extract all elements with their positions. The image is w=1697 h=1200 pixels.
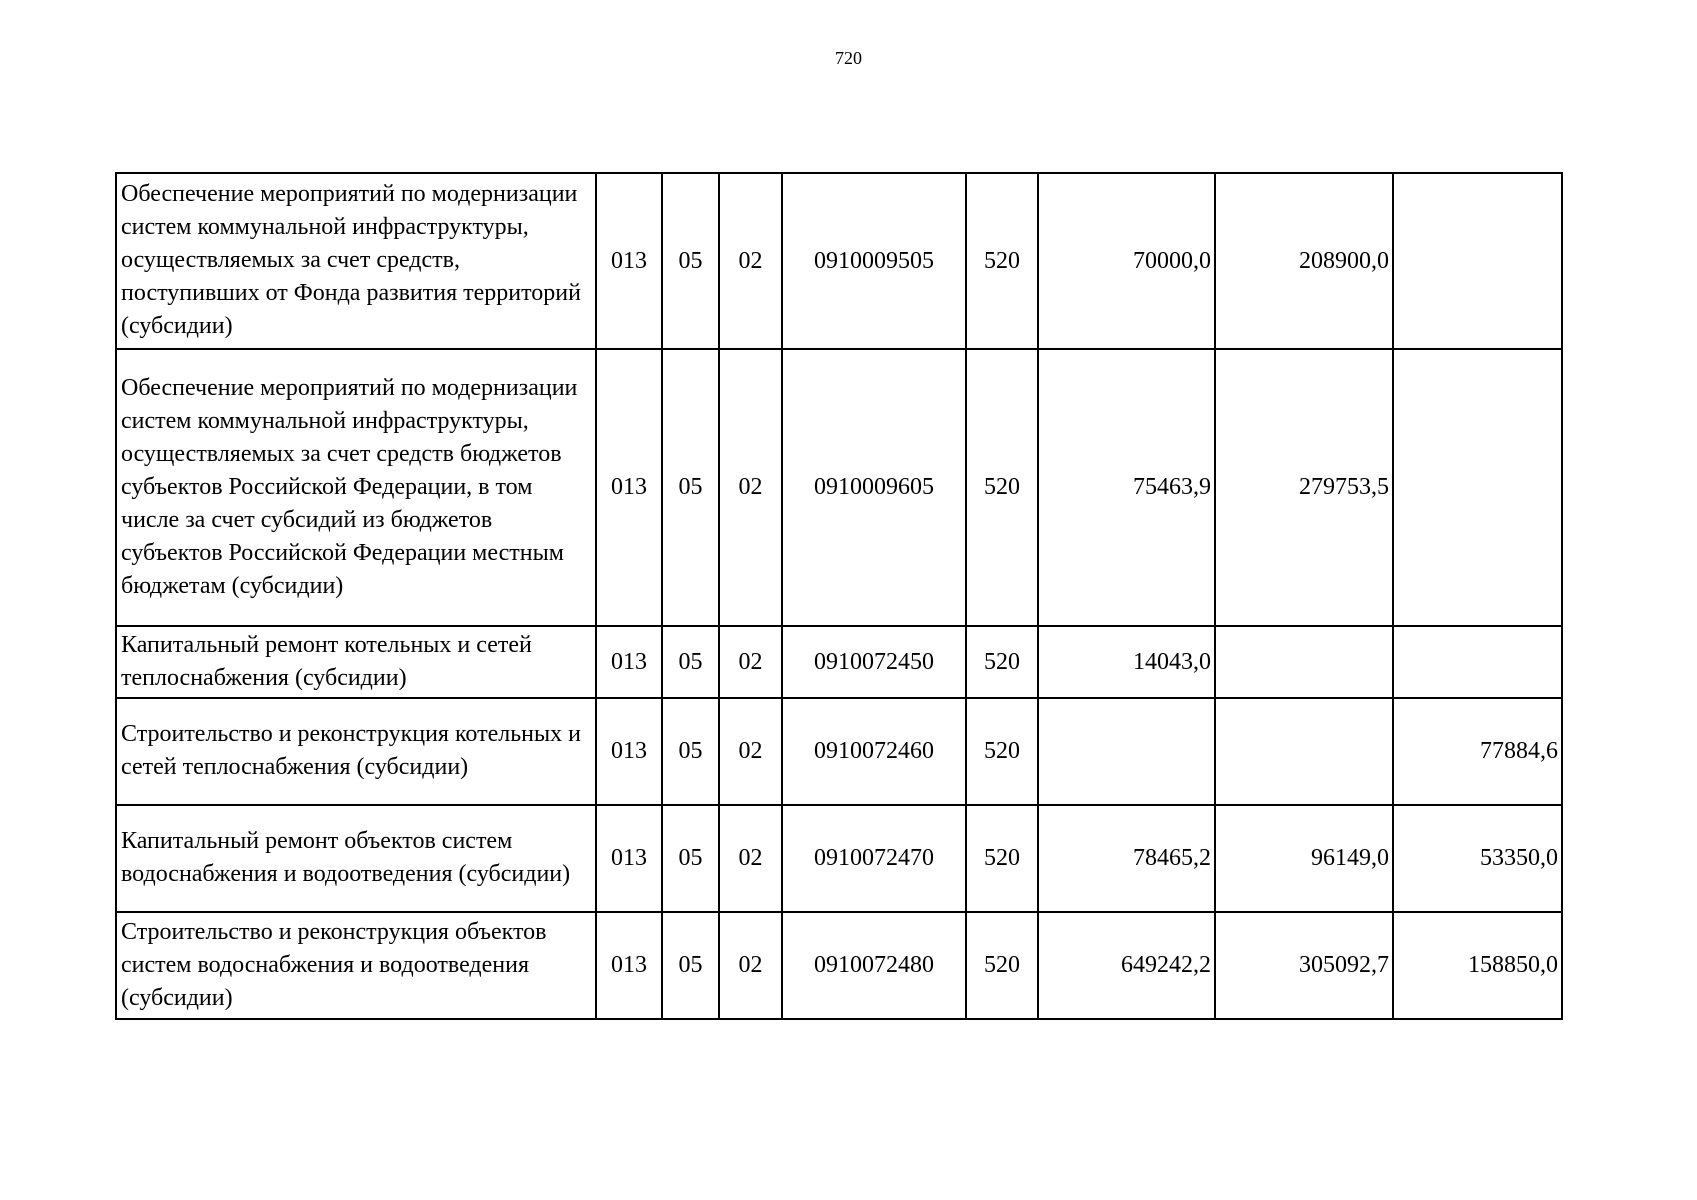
description-cell: Строительство и реконструкция объектов систем водоснабжения и водоотведения (субсидии) bbox=[116, 912, 596, 1019]
budget-table bbox=[115, 172, 1563, 1020]
subsection-code-cell: 02 bbox=[719, 626, 782, 698]
description-cell: Обеспечение мероприятий по модернизации систем коммунальной инфраструктуры, осуществляемых за счет средств, поступивших от Фонда развития территорий (субсидии) bbox=[116, 173, 596, 349]
page-number: 720 bbox=[835, 48, 862, 68]
section-code-cell: 05 bbox=[662, 626, 719, 698]
ministry-code-cell: 013 bbox=[596, 626, 662, 698]
description-cell: Капитальный ремонт объектов систем водоснабжения и водоотведения (субсидии) bbox=[116, 805, 596, 912]
target-article-cell: 0910072450 bbox=[782, 626, 966, 698]
description-cell: Обеспечение мероприятий по модернизации систем коммунальной инфраструктуры, осуществляемых за счет средств бюджетов субъектов Российской Федерации, в том числе за счет субсидий из бюджетов субъектов Российской Федерации местным бюджетам (субсидии) bbox=[116, 349, 596, 626]
amount-3-cell: 158850,0 bbox=[1393, 912, 1562, 1019]
amount-1-cell: 649242,2 bbox=[1038, 912, 1215, 1019]
amount-3-cell bbox=[1393, 626, 1562, 698]
section-code-cell: 05 bbox=[662, 349, 719, 626]
target-article-cell: 0910072470 bbox=[782, 805, 966, 912]
table-row bbox=[116, 805, 1562, 912]
ministry-code-cell: 013 bbox=[596, 912, 662, 1019]
amount-2-cell: 279753,5 bbox=[1215, 349, 1393, 626]
subsection-code-cell: 02 bbox=[719, 349, 782, 626]
table-row bbox=[116, 626, 1562, 698]
table-row bbox=[116, 698, 1562, 805]
description-cell: Капитальный ремонт котельных и сетей теплоснабжения (субсидии) bbox=[116, 626, 596, 698]
expense-type-cell: 520 bbox=[966, 805, 1038, 912]
expense-type-cell: 520 bbox=[966, 698, 1038, 805]
amount-1-cell: 78465,2 bbox=[1038, 805, 1215, 912]
amount-1-cell: 70000,0 bbox=[1038, 173, 1215, 349]
ministry-code-cell: 013 bbox=[596, 173, 662, 349]
amount-2-cell bbox=[1215, 626, 1393, 698]
ministry-code-cell: 013 bbox=[596, 805, 662, 912]
expense-type-cell: 520 bbox=[966, 349, 1038, 626]
amount-3-cell: 77884,6 bbox=[1393, 698, 1562, 805]
table-row bbox=[116, 912, 1562, 1019]
amount-2-cell bbox=[1215, 698, 1393, 805]
subsection-code-cell: 02 bbox=[719, 912, 782, 1019]
amount-2-cell: 96149,0 bbox=[1215, 805, 1393, 912]
section-code-cell: 05 bbox=[662, 173, 719, 349]
expense-type-cell: 520 bbox=[966, 173, 1038, 349]
section-code-cell: 05 bbox=[662, 805, 719, 912]
ministry-code-cell: 013 bbox=[596, 349, 662, 626]
amount-3-cell bbox=[1393, 349, 1562, 626]
section-code-cell: 05 bbox=[662, 912, 719, 1019]
amount-3-cell: 53350,0 bbox=[1393, 805, 1562, 912]
expense-type-cell: 520 bbox=[966, 912, 1038, 1019]
subsection-code-cell: 02 bbox=[719, 805, 782, 912]
target-article-cell: 0910072460 bbox=[782, 698, 966, 805]
target-article-cell: 0910009605 bbox=[782, 349, 966, 626]
section-code-cell: 05 bbox=[662, 698, 719, 805]
amount-1-cell bbox=[1038, 698, 1215, 805]
subsection-code-cell: 02 bbox=[719, 173, 782, 349]
amount-2-cell: 305092,7 bbox=[1215, 912, 1393, 1019]
table-row bbox=[116, 173, 1562, 349]
expense-type-cell: 520 bbox=[966, 626, 1038, 698]
ministry-code-cell: 013 bbox=[596, 698, 662, 805]
subsection-code-cell: 02 bbox=[719, 698, 782, 805]
amount-3-cell bbox=[1393, 173, 1562, 349]
amount-1-cell: 75463,9 bbox=[1038, 349, 1215, 626]
target-article-cell: 0910072480 bbox=[782, 912, 966, 1019]
amount-1-cell: 14043,0 bbox=[1038, 626, 1215, 698]
table-body bbox=[116, 173, 1562, 1019]
description-cell: Строительство и реконструкция котельных и сетей теплоснабжения (субсидии) bbox=[116, 698, 596, 805]
table-row bbox=[116, 349, 1562, 626]
target-article-cell: 0910009505 bbox=[782, 173, 966, 349]
amount-2-cell: 208900,0 bbox=[1215, 173, 1393, 349]
